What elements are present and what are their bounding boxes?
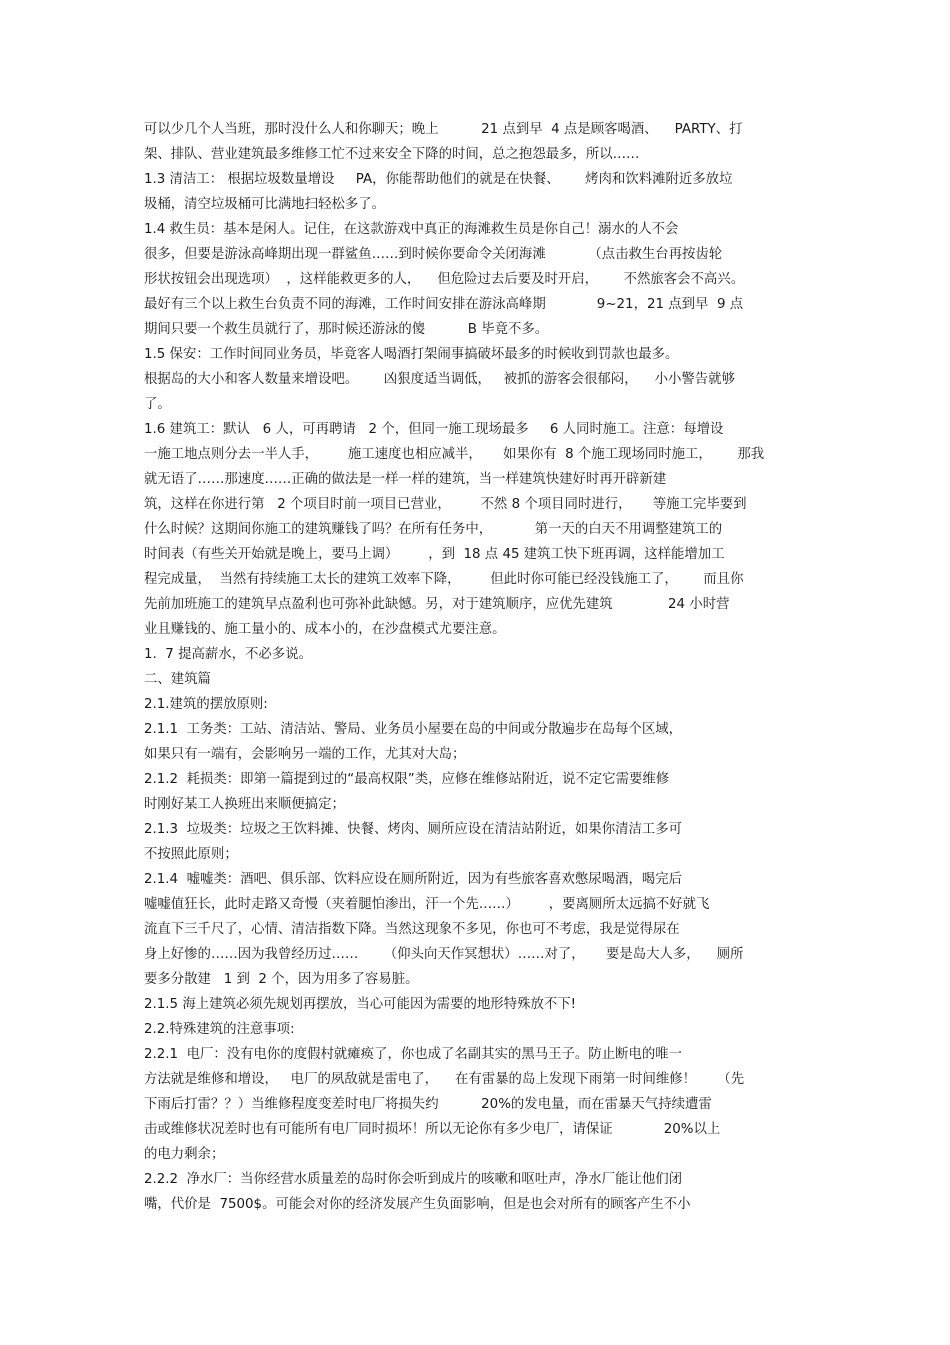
text-line: 流直下三千尺了，心情、清洁指数下降。当然这现象不多见，你也可不考虑，我是觉得尿在 [144,922,680,937]
text-line: 嘴，代价是 7500$。可能会对你的经济发展产生负面影响，但是也会对所有的顾客产生不小 [144,1197,691,1212]
text-line: 业且赚钱的、施工量小的、成本小的，在沙盘模式尤要注意。 [144,622,506,637]
text-line: 先前加班施工的建筑早点盈利也可弥补此缺憾。另，对于建筑顺序，应优先建筑 24 小时营 [144,597,730,612]
text-line: 1.5 保安：工作时间同业务员，毕竟客人喝酒打架闹事搞破坏最多的时候收到罚款也最多。 [144,347,679,362]
text-line: 很多，但要是游泳高峰期出现一群鲨鱼……到时候你要命令关闭海滩 （点击救生台再按齿轮 [144,247,723,262]
text-line: 击或维修状况差时也有可能所有电厂同时损坏！所以无论你有多少电厂，请保证 20%以上 [144,1122,721,1137]
text-line: 下雨后打雷？？）当维修程度变差时电厂将损失约 20%的发电量，而在雷暴天气持续遭雷 [144,1097,712,1112]
text-line: 形状按钮会出现选项） ，这样能救更多的人， 但危险过去后要及时开启， 不然旅客会不高兴。 [144,272,745,287]
text-line: 如果只有一端有，会影响另一端的工作，尤其对大岛； [144,747,466,762]
text-line: 时刚好某工人换班出来顺便搞定； [144,797,345,812]
text-line: 根据岛的大小和客人数量来增设吧。 凶狠度适当调低， 被抓的游客会很郁闷， 小小警告就够 [144,372,735,387]
text-line: 2.1.建筑的摆放原则: [144,697,268,712]
text-line: 最好有三个以上救生台负责不同的海滩，工作时间安排在游泳高峰期 9~21，21 点到早 9 点 [144,297,744,312]
text-line: 2.2.2 净水厂：当你经营水质量差的岛时你会听到成片的咳嗽和呕吐声，净水厂能让他们闭 [144,1172,683,1187]
text-line: 2.1.1 工务类：工站、清洁站、警局、业务员小屋要在岛的中间或分散遍步在岛每个区域， [144,722,683,737]
text-line: 2.1.4 嘘嘘类：酒吧、俱乐部、饮料应设在厕所附近，因为有些旅客喜欢憋尿喝酒，喝完后 [144,872,683,887]
text-line: 1. 7 提高薪水，不必多说。 [144,647,312,662]
text-line: 1.6 建筑工：默认 6 人，可再聘请 2 个，但同一施工现场最多 6 人同时施工。注意：每增设 [144,422,724,437]
text-line: 2.1.5 海上建筑必须先规划再摆放，当心可能因为需要的地形特殊放不下! [144,997,577,1012]
text-line: 圾桶，清空垃圾桶可比满地扫轻松多了。 [144,197,386,212]
text-line: 期间只要一个救生员就行了，那时候还游泳的傻 B 毕竟不多。 [144,322,549,337]
text-line: 不按照此原则； [144,847,238,862]
text-line: 方法就是维修和增设， 电厂的夙敌就是雷电了， 在有雷暴的岛上发现下雨第一时间维修！ （先 [144,1072,745,1087]
text-line: 就无语了……那速度……正确的做法是一样一样的建筑，当一样建筑快建好时再开辟新建 [144,472,667,487]
section-heading: 二、建筑篇 [144,672,211,687]
text-line: 了。 [144,397,171,412]
document-page [144,117,824,1217]
text-line: 一施工地点则分去一半人手， 施工速度也相应减半， 如果你有 8 个施工现场同时施工， 那我 [144,447,765,462]
text-line: 2.1.2 耗损类：即第一篇提到过的“最高权限”类，应修在维修站附近，说不定它需要维修 [144,772,670,787]
text-line: 2.2.特殊建筑的注意事项: [144,1022,295,1037]
text-line: 1.4 救生员：基本是闲人。记住，在这款游戏中真正的海滩救生员是你自己！溺水的人不会 [144,222,679,237]
text-line: 1.3 清洁工： 根据垃圾数量增设 PA，你能帮助他们的就是在快餐、 烤肉和饮料滩附近多放垃 [144,172,733,187]
text-line: 架、排队、营业建筑最多维修工忙不过来安全下降的时间，总之抱怨最多，所以…… [144,147,640,162]
text-line: 筑，这样在你进行第 2 个项目时前一项目已营业， 不然 8 个项目同时进行， 等施工完毕要到 [144,497,747,512]
text-line: 的电力剩余； [144,1147,225,1162]
text-line: 程完成量， 当然有持续施工太长的建筑工效率下降， 但此时你可能已经没钱施工了， 而且你 [144,572,744,587]
text-line: 要多分散建 1 到 2 个，因为用多了容易脏。 [144,972,419,987]
text-line: 2.1.3 垃圾类：垃圾之王饮料摊、快餐、烤肉、厕所应设在清洁站附近，如果你清洁工多可 [144,822,683,837]
text-line: 什么时候？这期间你施工的建筑赚钱了吗？在所有任务中， 第一天的白天不用调整建筑工的 [144,522,723,537]
text-line: 身上好惨的……因为我曾经历过…… （仰头向天作冥想状）……对了， 要是岛大人多， 厕所 [144,947,744,962]
text-line: 时间表（有些关开始就是晚上，要马上调） ，到 18 点 45 建筑工快下班再调，这样能增加工 [144,547,725,562]
text-line: 2.2.1 电厂：没有电你的度假村就瘫痪了，你也成了名副其实的黑马王子。防止断电的唯一 [144,1047,683,1062]
text-line: 可以少几个人当班，那时没什么人和你聊天；晚上 21 点到早 4 点是顾客喝酒、 PARTY、打 [144,122,743,137]
text-line: 嘘嘘值狂长，此时走路又奇慢（夹着腿怕渗出，汗一个先……） ，要离厕所太远搞不好就飞 [144,897,710,912]
